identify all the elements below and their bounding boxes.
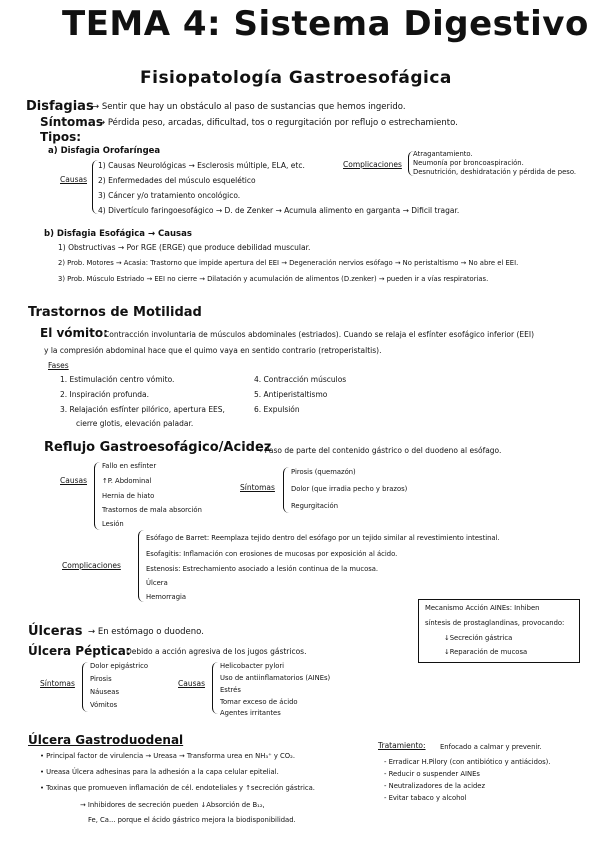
fase-3-cont: cierre glotis, elevación paladar. (76, 419, 194, 428)
mecanismo-line-3: ↓Secreción gástrica (444, 634, 513, 642)
tratamiento-item-1: - Erradicar H.Pilory (con antibiótico y antiácidos). (384, 758, 551, 766)
ulceras-label: Úlceras (28, 624, 83, 639)
mecanismo-line-1: Mecanismo Acción AINEs: Inhiben (425, 604, 540, 612)
fase-3: 3. Relajación esfínter pilórico, apertura EES, (60, 405, 225, 414)
reflujo-sintoma-2: Dolor (que irradia pecho y brazos) (291, 485, 408, 493)
reflujo-sintoma-3: Regurgitación (291, 502, 339, 510)
reflujo-complicaciones-brace (138, 530, 146, 602)
fase-2: 2. Inspiración profunda. (60, 390, 150, 399)
tratamiento-definition: Enfocado a calmar y prevenir. (440, 743, 542, 751)
peptica-sintomas-brace (82, 662, 88, 712)
fase-1: 1. Estimulación centro vómito. (60, 375, 175, 384)
peptica-causas-label: Causas (178, 679, 205, 688)
reflujo-causas-brace (94, 462, 101, 530)
fase-4: 4. Contracción músculos (254, 375, 347, 384)
vomito-definition-2: y la compresión abdominal hace que el quimo vaya en sentido contrario (retroperistaltis). (44, 346, 382, 355)
disfagias-label: Disfagias (26, 99, 94, 114)
peptica-causa-2: Uso de antiinflamatorios (AINEs) (220, 674, 331, 682)
peptica-causas-brace (212, 662, 218, 714)
peptica-sintomas-label: Síntomas (40, 679, 75, 688)
ulcera-peptica-definition: Debido a acción agresiva de los jugos gástricos. (126, 647, 307, 656)
gastroduodenal-item-2: • Ureasa Úlcera adhesinas para la adhesión a la capa celular epitelial. (40, 768, 279, 776)
reflujo-causa-1: Fallo en esfínter (102, 462, 157, 470)
tratamiento-item-2: - Reducir o suspender AINEs (384, 770, 480, 778)
reflujo-complicaciones-label: Complicaciones (62, 561, 121, 570)
reflujo-sintomas-label: Síntomas (240, 483, 275, 492)
reflujo-complicacion-3: Estenosis: Estrechamiento asociado a lesión continua de la mucosa. (146, 565, 379, 573)
reflujo-complicacion-4: Úlcera (146, 579, 168, 587)
orofaringea-complicacion-1: Atragantamiento. (413, 150, 473, 158)
esofagica-causa-1: 1) Obstructivas → Por RGE (ERGE) que produce debilidad muscular. (58, 243, 311, 252)
gastroduodenal-item-1: • Principal factor de virulencia → Ureasa → Transforma urea en NH₃⁺ y CO₂. (40, 752, 295, 760)
reflujo-heading: Reflujo Gastroesofágico/Acidez (44, 440, 272, 455)
reflujo-causas-label: Causas (60, 476, 87, 485)
reflujo-causa-5: Lesión (102, 520, 124, 528)
trastornos-heading: Trastornos de Motilidad (28, 305, 202, 320)
reflujo-definition: → Paso de parte del contenido gástrico o del duodeno al esófago. (256, 446, 502, 455)
inhibidores-line-2: Fe, Ca... porque el ácido gástrico mejora la biodisponibilidad. (88, 816, 296, 824)
fase-6: 6. Expulsión (254, 405, 300, 414)
inhibidores-line-1: → Inhibidores de secreción pueden ↓Absorción de B₁₂, (80, 801, 265, 809)
tratamiento-item-4: - Evitar tabaco y alcohol (384, 794, 467, 802)
fase-5: 5. Antiperistaltismo (254, 390, 328, 399)
ulceras-definition: → En estómago o duodeno. (88, 627, 204, 637)
tratamiento-label: Tratamiento: (378, 741, 426, 750)
peptica-sintoma-3: Náuseas (90, 688, 119, 696)
reflujo-complicacion-5: Hemorragia (146, 593, 187, 601)
reflujo-causa-2: ↑P. Abdominal (102, 477, 152, 485)
vomito-definition-1: Contracción involuntaria de músculos abdominales (estriados). Cuando se relaja el esfínter esofágico inferior (EEI) (104, 330, 535, 339)
peptica-sintoma-2: Pirosis (90, 675, 112, 683)
reflujo-sintoma-1: Pirosis (quemazón) (291, 468, 356, 476)
fases-label: Fases (48, 361, 69, 370)
page-subtitle: Fisiopatología Gastroesofágica (140, 68, 452, 88)
orofaringea-complicacion-2: Neumonía por broncoaspiración. (413, 159, 524, 167)
peptica-sintoma-1: Dolor epigástrico (90, 662, 149, 670)
reflujo-complicacion-1: Esófago de Barret: Reemplaza tejido dentro del esófago por un tejido similar al revestimiento intestinal. (146, 534, 500, 542)
peptica-causa-1: Helicobacter pylori (220, 662, 285, 670)
peptica-causa-3: Estrés (220, 686, 241, 694)
peptica-causa-4: Tomar exceso de ácido (220, 698, 298, 706)
ulcera-gastroduodenal-label: Úlcera Gastroduodenal (28, 733, 184, 747)
disfagias-definition: → Sentir que hay un obstáculo al paso de sustancias que hemos ingerido. (92, 102, 406, 112)
mecanismo-line-2: síntesis de prostaglandinas, provocando: (425, 619, 565, 627)
ulcera-peptica-label: Úlcera Péptica: (28, 644, 131, 658)
disfagias-sintomas-label: Síntomas (40, 115, 104, 129)
tratamiento-item-3: - Neutralizadores de la acidez (384, 782, 486, 790)
esofagica-causa-2: 2) Prob. Motores → Acasia: Trastorno que impide apertura del EEI → Degeneración nervios esófago → No peristaltismo → No abre el EEI. (58, 259, 519, 267)
vomito-label: El vómito: (40, 326, 108, 340)
orofaringea-causa-3: 3) Cáncer y/o tratamiento oncológico. (98, 191, 241, 200)
orofaringea-causa-1: 1) Causas Neurológicas → Esclerosis múltiple, ELA, etc. (98, 161, 305, 170)
disfagia-orofaringea-heading: a) Disfagia Orofaríngea (48, 146, 161, 156)
disfagia-esofagica-heading: b) Disfagia Esofágica → Causas (44, 229, 192, 239)
orofaringea-causa-4: 4) Divertículo faringoesofágico → D. de Zenker → Acumula alimento en garganta → Dificil tragar. (98, 206, 460, 215)
page-title: TEMA 4: Sistema Digestivo (62, 4, 589, 44)
orofaringea-causas-label: Causas (60, 175, 87, 184)
reflujo-causa-3: Hernia de hiato (102, 492, 155, 500)
orofaringea-complicaciones-label: Complicaciones (343, 160, 402, 169)
esofagica-causa-3: 3) Prob. Músculo Estriado → EEI no cierre → Dilatación y acumulación de alimentos (D.zenker) → pueden ir a vías respiratorias. (58, 275, 489, 283)
reflujo-causa-4: Trastornos de mala absorción (102, 506, 202, 514)
gastroduodenal-item-3: • Toxinas que promueven inflamación de cél. endoteliales y ↑secreción gástrica. (40, 784, 315, 792)
orofaringea-causa-2: 2) Enfermedades del músculo esquelético (98, 176, 256, 185)
orofaringea-complicacion-3: Desnutrición, deshidratación y pérdida de peso. (413, 168, 577, 176)
disfagias-sintomas: → Pérdida peso, arcadas, dificultad, tos o regurgitación por reflujo o estrechamiento. (98, 118, 458, 128)
tipos-label: Tipos: (40, 130, 82, 144)
reflujo-sintomas-brace (283, 467, 290, 513)
peptica-sintoma-4: Vómitos (90, 701, 118, 709)
reflujo-complicacion-2: Esofagitis: Inflamación con erosiones de mucosas por exposición al ácido. (146, 550, 398, 558)
peptica-causa-5: Agentes irritantes (220, 709, 281, 717)
mecanismo-line-4: ↓Reparación de mucosa (444, 648, 528, 656)
